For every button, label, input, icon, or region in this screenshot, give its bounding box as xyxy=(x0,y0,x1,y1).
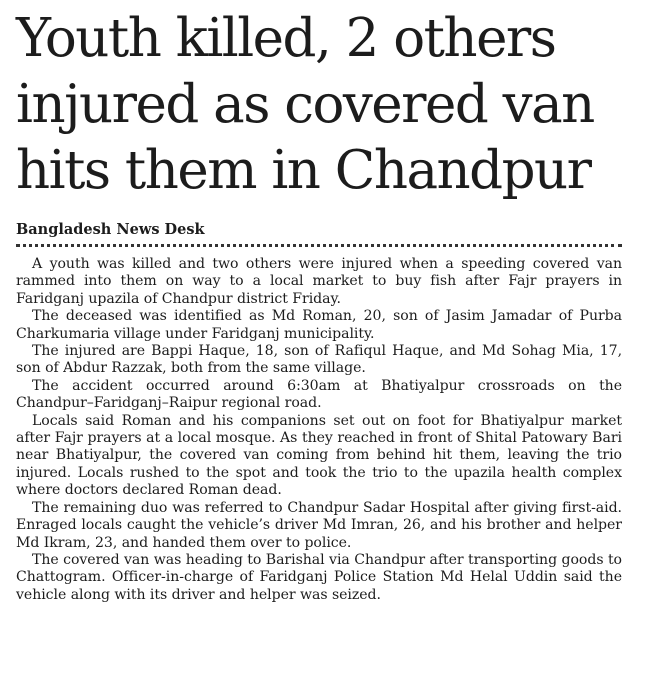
paragraph: The accident occurred around 6:30am at Bhatiyalpur crossroads on the Chandpur–Faridganj–Raipur regional road. xyxy=(16,377,622,412)
paragraph: The injured are Bappi Haque, 18, son of Rafiqul Haque, and Md Sohag Mia, 17, son of Abdur Razzak, both from the same village. xyxy=(16,343,622,377)
paragraph: The covered van was heading to Barishal via Chandpur after transporting goods to Chattogram. Officer-in-charge of Faridganj Police Station Md Helal Uddin said the vehicle along with its driver and helper was seized. xyxy=(16,551,622,603)
news-article xyxy=(16,6,622,604)
paragraph: The remaining duo was referred to Chandpur Sadar Hospital after giving first-aid. Enraged locals caught the vehicle’s driver Md Imran, 26, and his brother and helper Md Ikram, 23, and handed them over to police. xyxy=(16,499,622,551)
article-body xyxy=(16,256,622,604)
paragraph: The deceased was identified as Md Roman, 20, son of Jasim Jamadar of Purba Charkumaria village under Faridganj municipality. xyxy=(16,308,622,342)
dotted-divider xyxy=(16,244,622,247)
paragraph: A youth was killed and two others were injured when a speeding covered van rammed into them on way to a local market to buy fish after Fajr prayers in Faridganj upazila of Chandpur district Friday. xyxy=(16,256,622,307)
headline: Youth killed, 2 others injured as covered van hits them in Chandpur xyxy=(16,8,594,201)
paragraph: Locals said Roman and his companions set out on foot for Bhatiyalpur market after Fajr prayers at a local mosque. As they reached in front of Shital Patowary Bari near Bhatiyalpur, the covered van coming from behind hit them, leaving the trio injured. Locals rushed to the spot and took the trio to the upazila health complex where doctors declared Roman dead. xyxy=(16,412,622,499)
byline: Bangladesh News Desk xyxy=(16,221,205,238)
